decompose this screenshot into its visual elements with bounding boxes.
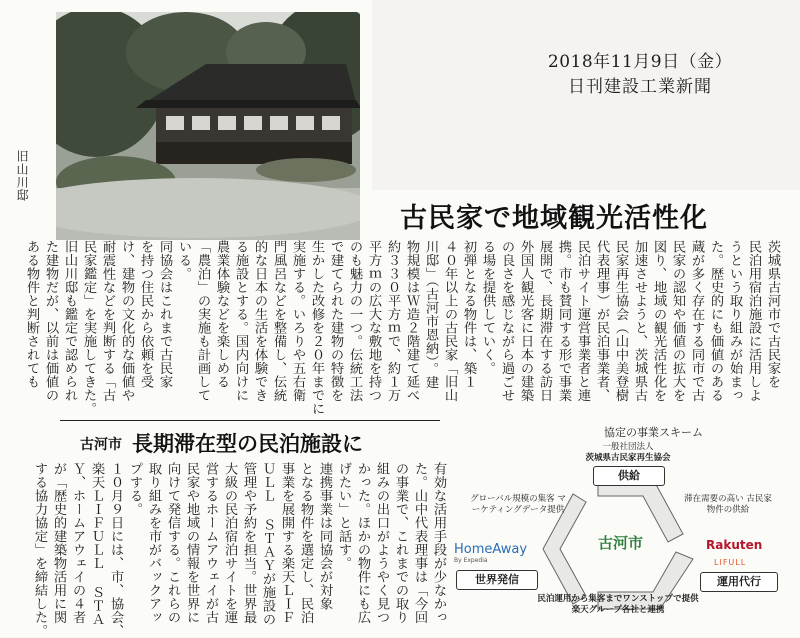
text-column: Ｙ、ホームアウェイの４者 [70, 462, 85, 624]
text-column: 展開で、長期滞在する訪日 [537, 240, 552, 402]
text-column: 物規模はＷ造２階建て延べ [404, 240, 419, 402]
lifull-logo: LIFULL [714, 558, 747, 567]
text-column: 民泊用宿泊施設に活用しよ [746, 240, 761, 402]
subhead-text: 長期滞在型の民泊施設に [132, 432, 363, 456]
text-column: 営するホームアウェイが古 [203, 462, 218, 624]
homeaway-logo [454, 542, 527, 564]
bottom-note-1: 民泊運用から集客までワンストップで提供 [537, 594, 699, 604]
text-column: 民家再生協会（山中美登樹 [613, 240, 628, 402]
text-column: 生かした改修を２０年までに [309, 240, 324, 416]
house-photo [56, 12, 360, 240]
divider [60, 420, 440, 421]
association-name: 茨城県古民家再生協会 [585, 453, 671, 463]
text-column: １０月９日には、市、協会、 [108, 462, 123, 638]
homeaway-name: HomeAway [454, 542, 528, 557]
text-column: 向けて発信する。これらの [165, 462, 180, 624]
text-column: 民家の認知や価値の拡大を [670, 240, 685, 402]
text-column: 取り組みを市がバックアッ [146, 462, 161, 624]
text-column: 携。市も賛同する形で事業 [556, 240, 571, 402]
source-block [500, 50, 780, 100]
supply-note-right: 滞在需要の高い 古民家物件の供給 [684, 494, 772, 515]
text-column: 民家や地域の情報を世界に [184, 462, 199, 624]
text-column: うという取り組みが始まっ [727, 240, 742, 402]
text-column: の事業で、これまでの取り [393, 462, 408, 624]
association-small: 一般社団法人 [602, 442, 654, 452]
text-column: ＵＬＬ ＳＴＡＹが施設の [260, 462, 275, 626]
rakuten-logo: Rakuten [706, 538, 763, 552]
text-column: 初弾となる物件は、築１ [461, 240, 476, 389]
text-column: 「農泊」の実施も計画して [195, 240, 210, 402]
text-column: げたい」と話す。 [336, 462, 351, 570]
text-column: が「歴史的建築物活用に関 [51, 462, 66, 624]
text-column: 大級の民泊宿泊サイトを運 [222, 462, 237, 624]
text-column: 代表理事）が民泊事業者、 [594, 240, 609, 402]
scheme-title: 協定の事業スキーム [604, 426, 703, 439]
text-column: する協力協定」を締結した。 [32, 462, 47, 638]
newspaper-name: 日刊建設工業新聞 [568, 77, 712, 97]
text-column: 蔵が多く存在する同市で古 [689, 240, 704, 402]
text-column: プする。 [127, 462, 142, 516]
text-column: で建てられた建物の特徴を [328, 240, 343, 402]
text-column: 門風呂などを整備し、伝統 [271, 240, 286, 402]
text-column: となる物件を選定し、民泊 [298, 462, 313, 624]
text-column: 的な日本の生活を体験でき [252, 240, 267, 402]
text-column: のも魅力の一つ。伝統工法 [347, 240, 362, 402]
scheme-diagram [448, 424, 788, 634]
text-column: 同協会はこれまで古民家 [157, 240, 172, 389]
text-column: ４０年以上の古民家「旧山 [442, 240, 457, 402]
text-column: 平方ｍの広大な敷地を持つ [366, 240, 381, 402]
text-column: 約３３０平方ｍで、約１万 [385, 240, 400, 402]
text-column: 茨城県古河市で古民家を [765, 240, 780, 389]
text-column: いる。 [176, 240, 191, 281]
text-column: 民泊サイト運営事業者と連 [575, 240, 590, 402]
text-column: 耐震性などを判断する「古 [100, 240, 115, 402]
text-column: 図り、地域の観光活性化を [651, 240, 666, 402]
text-column: 組みの出口がようやく見つ [374, 462, 389, 624]
text-column: ある物件と判断されても [24, 240, 39, 389]
text-column: 外国人観光客に日本の建築 [518, 240, 533, 402]
text-column: た建物だが、以前は価値の [43, 240, 58, 402]
text-column: 楽天ＬＩＦＵＬＬ ＳＴＡ [89, 462, 104, 626]
text-column: 農業体験などを楽しめる [214, 240, 229, 389]
text-column: 連携事業は同協会が対象 [317, 462, 332, 611]
text-column: 旧山川邸も鑑定で認められ [62, 240, 77, 402]
supply-note-left: グローバル規模の集客 マーケティングデータ提供 [470, 494, 566, 515]
text-column: を持つ住民から依頼を受 [138, 240, 153, 389]
subheadline [80, 428, 363, 458]
text-column: 実施する。いろりや五右衛 [290, 240, 305, 402]
text-column: 川邸」（古河市恩納）。建 [423, 240, 438, 389]
text-column: 民家鑑定」を実施してきた。 [81, 240, 96, 416]
headline: 古民家で地域観光活性化 [400, 203, 708, 234]
text-column: る場を提供していく。 [480, 240, 495, 375]
text-column: た。歴史的にも価値のある [708, 240, 723, 402]
text-column: の良さを感じながら過ごせ [499, 240, 514, 402]
text-column: 事業を展開する楽天ＬＩＦ [279, 462, 294, 624]
text-column: 管理や予約を担当。世界最 [241, 462, 256, 624]
homeaway-sub: By Expedia [454, 557, 488, 564]
photo-caption: 旧山川邸 [15, 150, 29, 202]
city-logo: 古河市 [598, 534, 644, 552]
text-column: 加速させようと、茨城県古 [632, 240, 647, 402]
text-column: け、建物の文化的な価値や [119, 240, 134, 402]
supply-box: 供給 [593, 466, 665, 486]
text-column: 有効な活用手段が少なかっ [431, 462, 446, 624]
operation-box: 運用代行 [700, 572, 778, 592]
text-column: る施設とする。国内向けに [233, 240, 248, 402]
bottom-note-2: 楽天グループ各社と連携 [571, 605, 665, 615]
text-column: かった。ほかの物件にも広 [355, 462, 370, 624]
world-box: 世界発信 [456, 570, 538, 590]
text-column: た。山中代表理事は「今回 [412, 462, 427, 624]
publication-date: 2018年11月9日（金） [547, 52, 733, 72]
subhead-tag: 古河市 [80, 437, 122, 453]
